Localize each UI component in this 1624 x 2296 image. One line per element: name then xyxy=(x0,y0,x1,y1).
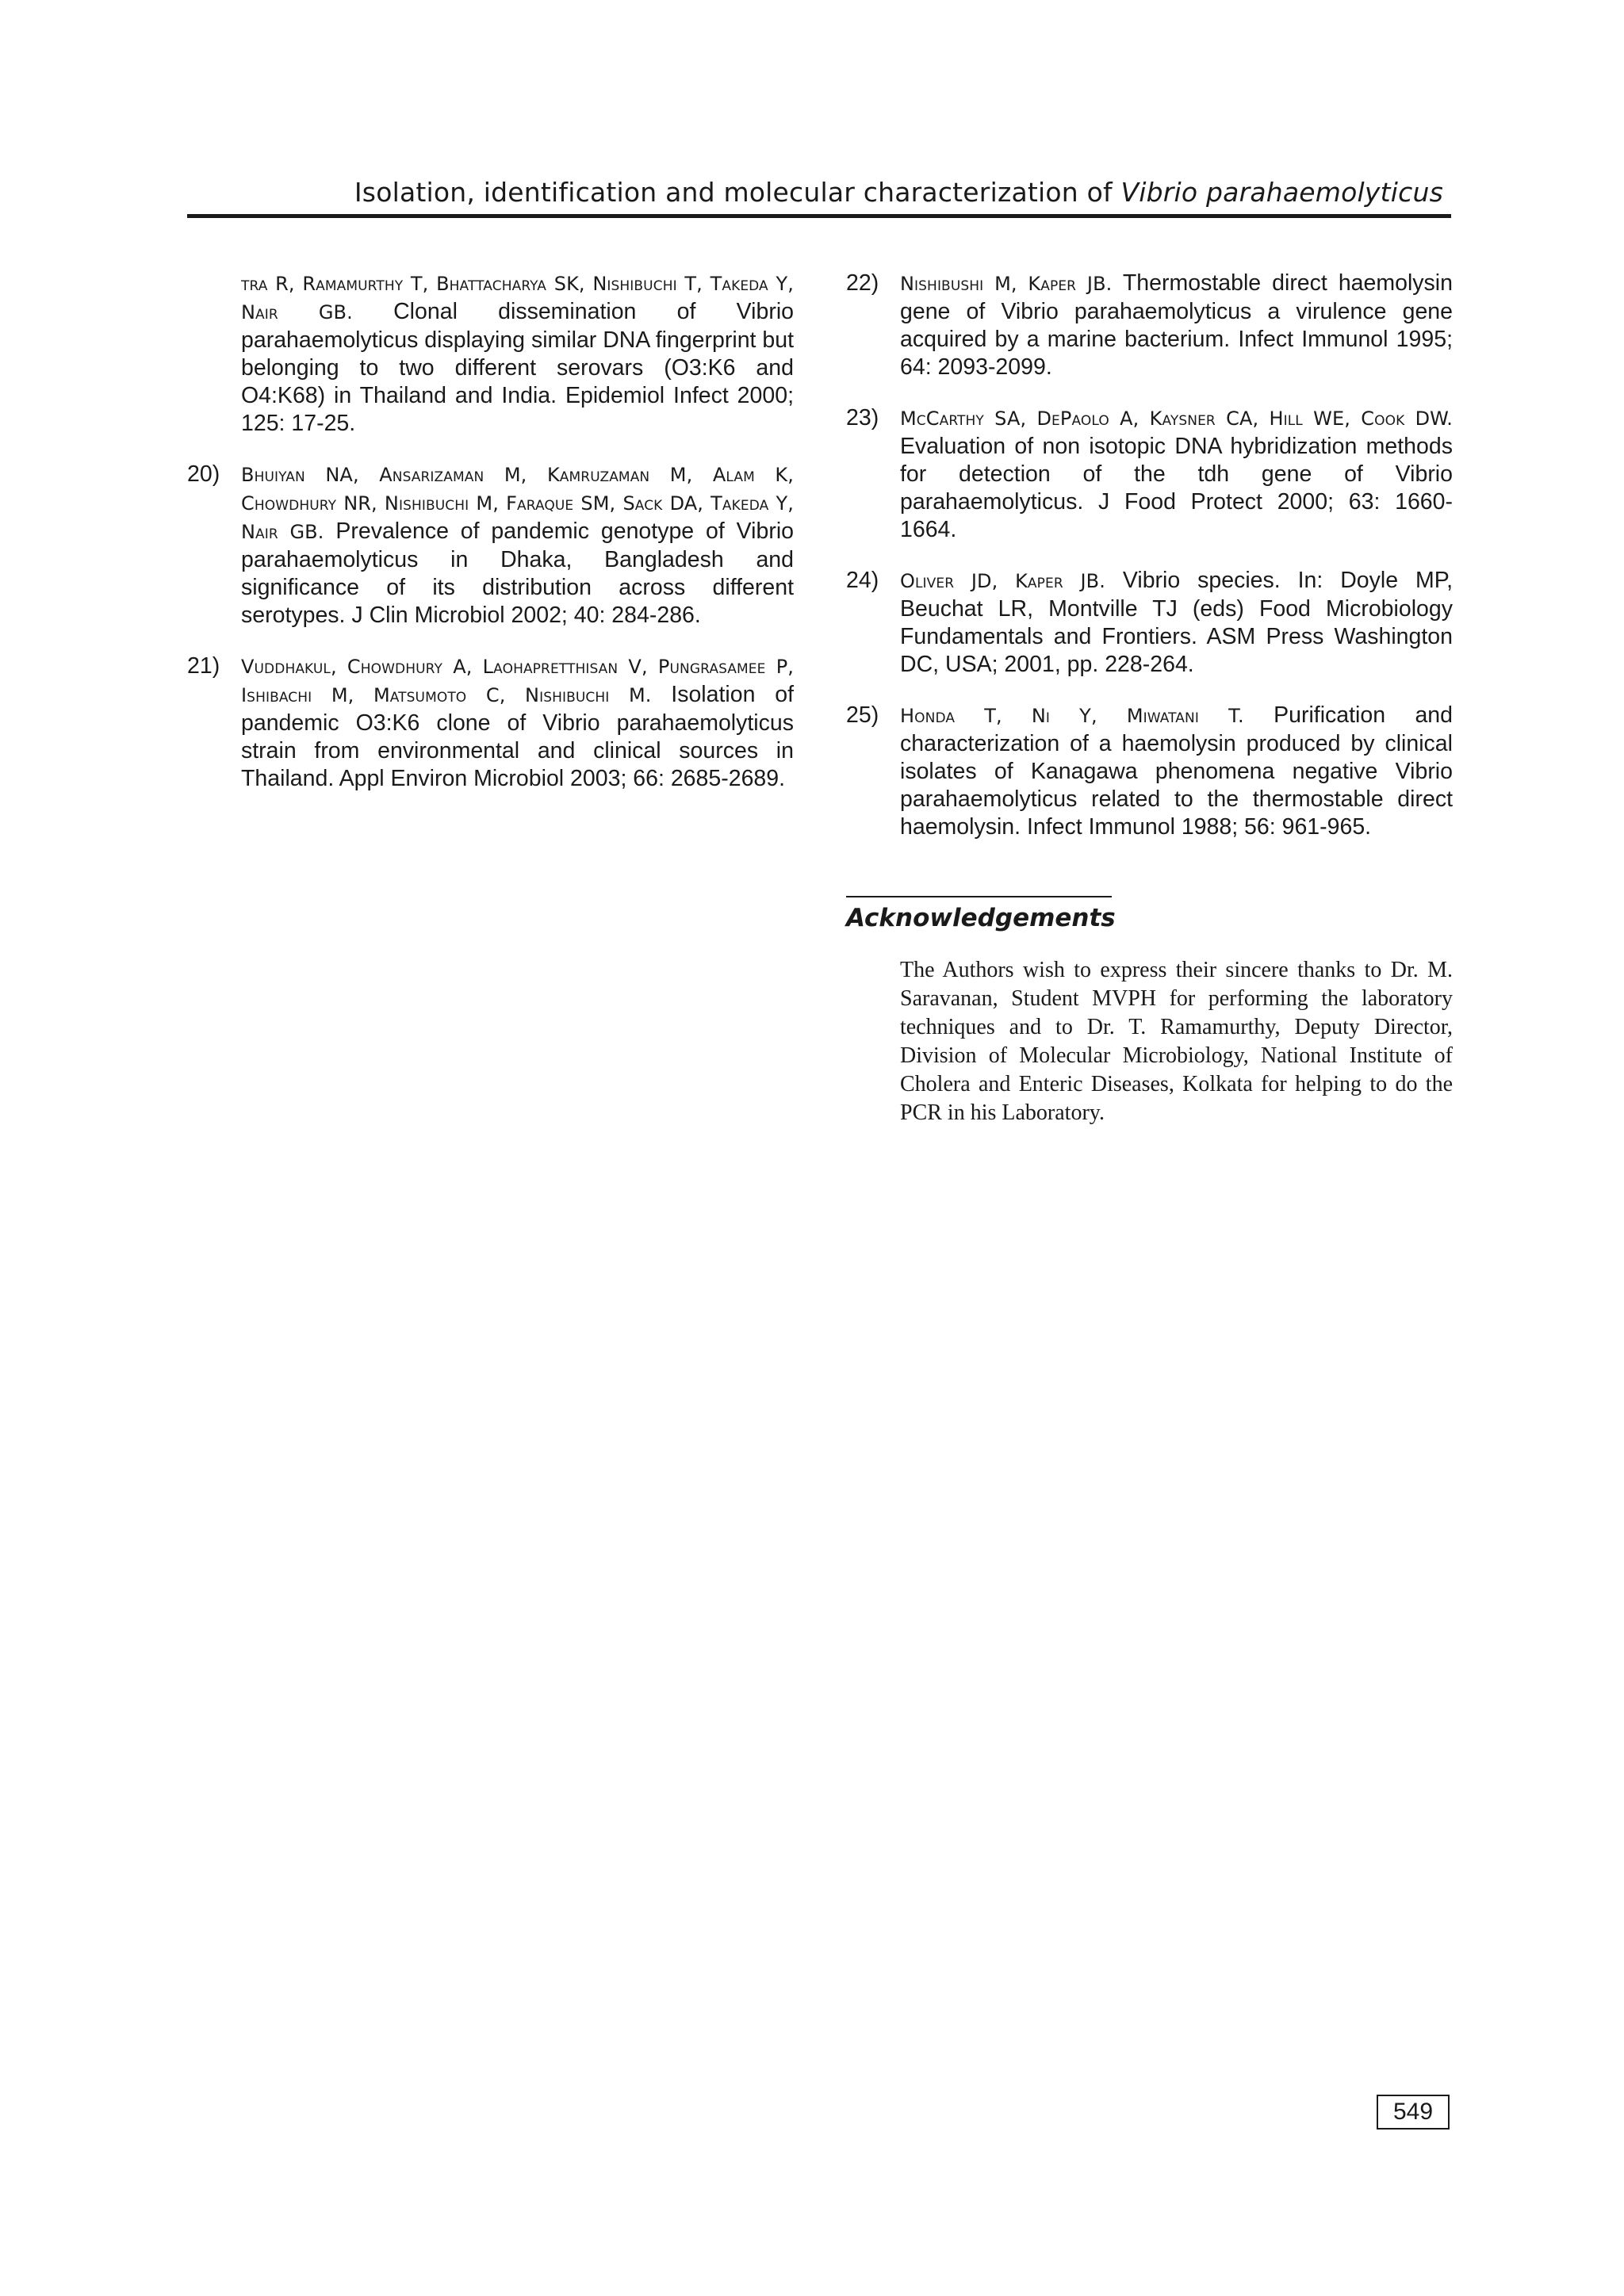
reference-text: Vibrio species. In: Doyle MP, Beuchat LR, Montville TJ (eds) Food Microbiology Fundamentals and Frontiers. ASM Press Washington DC, USA; 2001, pp. 228-264. xyxy=(900,568,1453,677)
reference-authors: tra R, Ramamurthy T, Bhattacharya SK, Nishibuchi T, Takeda Y, Nair GB. xyxy=(241,273,794,323)
reference-number: 25) xyxy=(846,702,879,728)
reference-number: 21) xyxy=(187,653,220,679)
references-left-column xyxy=(187,270,794,816)
reference-number: 20) xyxy=(187,461,220,487)
reference-number: 24) xyxy=(846,568,879,593)
reference-item xyxy=(846,567,1453,679)
running-header xyxy=(187,173,1451,218)
acknowledgements-rule xyxy=(846,896,1112,897)
reference-authors: Nishibushi M, Kaper JB. xyxy=(900,273,1113,295)
reference-text: Purification and characterization of a haemolysin produced by clinical isolates of Kanagawa phenomena negative Vibrio parahaemolyticus related to the thermostable direct haemolysin. Infect Immunol 1988; 56: 961-965. xyxy=(900,702,1453,840)
reference-text: Prevalence of pandemic genotype of Vibrio parahaemolyticus in Dhaka, Bangladesh and significance of its distribution across different serotypes. J Clin Microbiol 2002; 40: 284-286. xyxy=(241,519,795,628)
reference-authors: Honda T, Ni Y, Miwatani T. xyxy=(900,705,1244,727)
reference-item xyxy=(846,404,1453,544)
reference-text: Evaluation of non isotopic DNA hybridization methods for detection of the tdh gene of Vibrio parahaemolyticus. J Food Protect 2000; 63: 1660-1664. xyxy=(900,434,1453,542)
reference-item xyxy=(187,270,794,438)
page-number: 549 xyxy=(1377,2095,1450,2130)
reference-text: Clonal dissemination of Vibrio parahaemolyticus displaying similar DNA fingerprint but belonging to two different serovars (O3:K6 and O4:K68) in Thailand and India. Epidemiol Infect 2000; 125: 17-25. xyxy=(241,299,795,436)
reference-text: Isolation of pandemic O3:K6 clone of Vibrio parahaemolyticus strain from environmental and clinical sources in Thailand. Appl Environ Microbiol 2003; 66: 2685-2689. xyxy=(241,682,794,791)
reference-text: Thermostable direct haemolysin gene of Vibrio parahaemolyticus a virulence gene acquired by a marine bacterium. Infect Immunol 1995; 64: 2093-2099. xyxy=(900,270,1453,380)
reference-item xyxy=(846,702,1453,841)
acknowledgements-section xyxy=(846,896,1453,1127)
reference-item xyxy=(187,652,794,793)
reference-authors: Bhuiyan NA, Ansarizaman M, Kamruzaman M, Alam K, Chowdhury NR, Nishibuchi M, Faraque SM, Sack DA, Takeda Y, Nair GB. xyxy=(241,464,794,543)
reference-number: 22) xyxy=(846,270,879,296)
running-header-prefix: Isolation, identification and molecular characterization of xyxy=(354,177,1121,208)
reference-item xyxy=(187,461,794,629)
acknowledgements-body: The Authors wish to express their sincere thanks to Dr. M. Saravanan, Student MVPH for performing the laboratory techniques and to Dr. T. Ramamurthy, Deputy Director, Division of Molecular Microbiology, National Institute of Cholera and Enteric Diseases, Kolkata for helping to do the PCR in his Laboratory. xyxy=(900,958,1453,1125)
reference-number: 23) xyxy=(846,405,879,430)
reference-authors: Oliver JD, Kaper JB. xyxy=(900,570,1105,592)
running-header-species: Vibrio parahaemolyticus xyxy=(1120,177,1443,208)
reference-authors: McCarthy SA, DePaolo A, Kaysner CA, Hill WE, Cook DW. xyxy=(900,408,1453,430)
running-header-title xyxy=(354,173,1451,212)
reference-authors: Vuddhakul, Chowdhury A, Laohapretthisan V, Pungrasamee P, Ishibachi M, Matsumoto C, Nishibuchi M. xyxy=(241,656,794,706)
acknowledgements-title: Acknowledgements xyxy=(846,904,1116,932)
reference-item xyxy=(846,270,1453,381)
references-right-column xyxy=(846,270,1453,864)
